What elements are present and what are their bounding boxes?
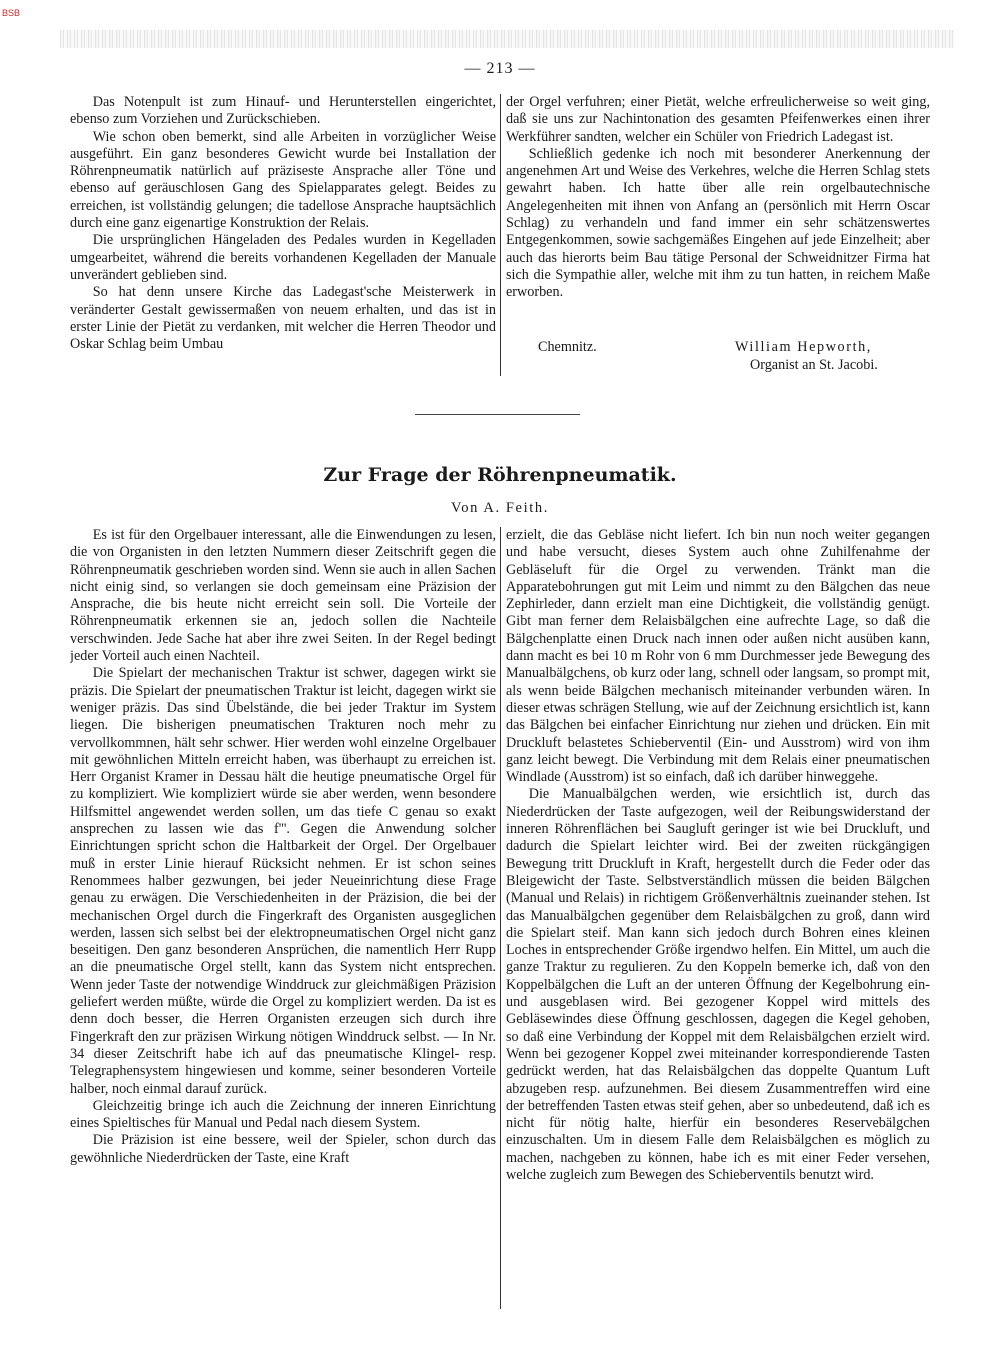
- article-right-column: [506, 527, 930, 1317]
- paragraph: erzielt, die das Gebläse nicht liefert. Ich bin nun noch weiter gegangen und habe versucht, dieses System auch ohne Zuhilfenahme der Gebläseluft für die Orgel zu verwenden. Tränkt man die Apparatebohrungen gut mit Leim und nimmt zu den Bälgchen das neue Zephirleder, dann erzielt man eine Dichtigkeit, die vollständig genügt. Gibt man ferner dem Relaisbälgchen eine aufrechte Lage, so daß die Bälgchenplatte einen Druck nach innen oder außen nicht ausüben kann, dann macht es bei 10 m Rohr von 6 mm Durchmesser jede Bewegung des Manualbälgchens, ob kurz oder lang, schnell oder langsam, so prompt mit, als wenn beide Bälgchen mechanisch miteinander verbunden wären. In dieser etwas schrägen Stellung, wie auf der Zeichnung ersichtlich ist, kann das Bälgchen bei einfacher Einrichtung nur ziehen und drücken. Ein mit Druckluft belastetes Schieberventil (Ein- und Ausstrom) wird von ihm ganz leicht bewegt. Die Verbindung mit dem Relais einer pneumatischen Windlade (Ausstrom) ist so einfach, daß ich darüber hinweggehe.: [506, 527, 930, 786]
- paragraph: Wie schon oben bemerkt, sind alle Arbeiten in vorzüglicher Weise ausgeführt. Ein ganz besonderes Gewicht wurde bei Installation der Röhrenpneumatik natürlich auf präziseste Ansprache aller Töne und ebenso auf geräuschlosen Gang des Spielapparates gelegt. Beides zu erreichen, ist vollständig gelungen; die tadellose Ansprache hauptsächlich durch eine ganz eigenartige Konstruktion der Relais.: [70, 128, 496, 232]
- article-left-column: [70, 527, 496, 1317]
- paragraph: Es ist für den Orgelbauer interessant, alle die Einwendungen zu lesen, die von Organisten in den letzten Nummern dieser Zeitschrift gegen die Röhrenpneumatik geschrieben worden sind. Wenn sie auch in allen Sachen nicht einig sind, so verlangen sie doch gemeinsam eine Präzision der Ansprache, die bis heute nicht erreicht sein soll. Die Vorteile der Röhrenpneumatik erkennen sie an, jedoch sollen die Nachteile verschwinden. Jede Sache hat aber ihre zwei Seiten. In der Regel bedingt jeder Vorteil auch einen Nachteil.: [70, 527, 496, 665]
- signature-place: Chemnitz.: [538, 339, 597, 355]
- signature-name: William Hepworth,: [735, 339, 872, 355]
- paragraph: Die Spielart der mechanischen Traktur ist schwer, dagegen wirkt sie präzis. Die Spielart der pneumatischen Traktur ist leicht, dagegen wirkt sie weniger präzis. Das sind Übelstände, die bei jeder Traktur im System liegen. Die bisherigen pneumatischen Trakturen noch mehr zu vervollkommnen, hält sehr schwer. Hier werden wohl einzelne Orgelbauer mit gewöhnlichen Mitteln erreicht haben, was überhaupt zu erreichen ist. Herr Organist Kramer in Dessau hält die heutige pneumatische Orgel für zu kompliziert. Wie kompliziert würde sie aber werden, wenn besondere Hilfsmittel angewendet werden sollen, um das tiefe C genau so exakt ansprechen zu lassen wie das f'''. Gegen die Anwendung solcher Einrichtungen spricht schon die Haltbarkeit der Orgel. Der Orgelbauer muß in erster Linie hierauf Rücksicht nehmen. Er ist schon seines Renommees halber gezwungen, bei jeder Neueinrichtung diese Frage genau zu erwägen. Die Verschiedenheiten in der Präzision, die bei der mechanischen Orgel durch die Fingerkraft des Organisten ausgeglichen werden, lassen sich selbst bei der elektropneumatischen Orgel nicht ganz beseitigen. Den ganz besonderen Ansprüchen, die namentlich Herr Rupp an die pneumatische Orgel stellt, kann das System nicht entsprechen. Wenn jeder Taste der notwendige Winddruck zur gleichmäßigen Präzision geliefert werden müßte, würde die Orgel zu kompliziert werden. Da ist es denn doch besser, die Herren Organisten erzeugen sich durch ihre Fingerkraft den zur präzisen Wirkung nötigen Winddruck selbst. — In Nr. 34 dieser Zeitschrift habe ich auf das pneumatische Klingel- resp. Telegraphensystem hingewiesen und komme, seiner besonderen Vorteile halber, noch einmal darauf zurück.: [70, 665, 496, 1097]
- article-title: Zur Frage der Röhrenpneumatik.: [323, 464, 677, 486]
- paragraph: Die Präzision ist eine bessere, weil der Spieler, schon durch das gewöhnliche Niederdrücken der Taste, eine Kraft: [70, 1132, 496, 1166]
- column-divider: [500, 527, 501, 1309]
- paragraph: der Orgel verfuhren; einer Pietät, welche erfreulicherweise so weit ging, daß sie uns zur Nachintonation des gesamten Pfeifenwerkes einen ihrer Werkführer sandten, welcher ein Schüler von Friedrich Ladegast ist.: [506, 94, 930, 145]
- scan-border: [60, 30, 955, 48]
- paragraph: Die ursprünglichen Hängeladen des Pedales wurden in Kegelladen umgearbeitet, während die bereits vorhandenen Kegelladen der Manuale unverändert geblieben sind.: [70, 232, 496, 283]
- paragraph: So hat denn unsere Kirche das Ladegast'sche Meisterwerk in veränderter Gestalt gewissermaßen von neuem erhalten, und das ist in erster Linie der Pietät zu verdanken, mit welcher die Herren Theodor und Oskar Schlag beim Umbau: [70, 284, 496, 353]
- paragraph: Das Notenpult ist zum Hinauf- und Herunterstellen eingerichtet, ebenso zum Vorziehen und Zurückschieben.: [70, 94, 496, 128]
- library-stamp: BSB: [2, 8, 21, 18]
- signature-role: Organist an St. Jacobi.: [750, 357, 878, 373]
- section-separator: [415, 414, 580, 415]
- column-divider: [500, 94, 501, 376]
- paragraph: Schließlich gedenke ich noch mit besonderer Anerkennung der angenehmen Art und Weise des Verkehres, welche die Herren Schlag stets gewahrt haben. Ich hatte über alle rein orgelbautechnische Angelegenheiten mit ihnen von Anfang an (persönlich mit Herrn Oscar Schlag) zu verhandeln und fand immer ein sehr schätzenswertes Entgegenkommen, sowie sachgemäßes Eingehen auf jede Einzelheit; aber auch das hierorts beim Bau tätige Personal der Schweidnitzer Firma hat sich die Sympathie aller, welche mit ihm zu tun hatten, in reichem Maße erworben.: [506, 145, 930, 301]
- article-byline: Von A. Feith.: [451, 500, 549, 516]
- paragraph: Gleichzeitig bringe ich auch die Zeichnung der inneren Einrichtung eines Spieltisches für Manual und Pedal nach diesem System.: [70, 1097, 496, 1132]
- top-left-column: [70, 94, 496, 384]
- top-right-column: [506, 94, 930, 344]
- paragraph: Die Manualbälgchen werden, wie ersichtlich ist, durch das Niederdrücken der Taste aufgezogen, weil der Reibungswiderstand der inneren Röhrenflächen bei Saugluft geringer ist wie bei Druckluft, und dadurch die Spielart leichter wird. Bei der zweiten rückgängigen Bewegung tritt Druckluft in Kraft, hergestellt durch die Feder oder das Bleigewicht der Taste. Selbstverständlich müssen die beiden Bälgchen (Manual und Relais) in richtigem Größenverhältnis zueinander stehen. Ist das Manualbälgchen gegenüber dem Relaisbälgchen zu groß, dann wird die Spielart steif. Man kann sich jedoch durch Bohren eines kleinen Loches in entsprechender Größe irgendwo helfen. Ein Mittel, um auch die ganze Traktur zu regulieren. Zu den Koppeln bemerke ich, daß von den Koppelbälgchen die Luft an der unteren Öffnung der Kegelbohrung ein- und ausgeblasen wird. Bei gezogener Koppel wird mittels des Gebläsewindes diese Öffnung geschlossen, dagegen die Kegel gehoben, so daß eine Verbindung der Koppel mit dem Relaisbälgchen erzielt wird. Wenn bei gezogener Koppel zwei miteinander korrespondierende Tasten gedrückt werden, hat das Relaisbälgchen das doppelte Quantum Luft abzugeben resp. aufzunehmen. Bei diesem Zusammentreffen wird eine der betreffenden Tasten etwas steif gehen, aber so unbedeutend, daß ich es nicht für nötig halte, hierfür ein besonderes Reservebälgchen einzuschalten. Um in diesem Falle dem Relaisbälgchen es möglich zu machen, nachgeben zu können, habe ich es mit einer Feder versehen, welche zugleich zum Bewegen des Schieberventils benutzt wird.: [506, 786, 930, 1183]
- page-number: — 213 —: [464, 60, 536, 77]
